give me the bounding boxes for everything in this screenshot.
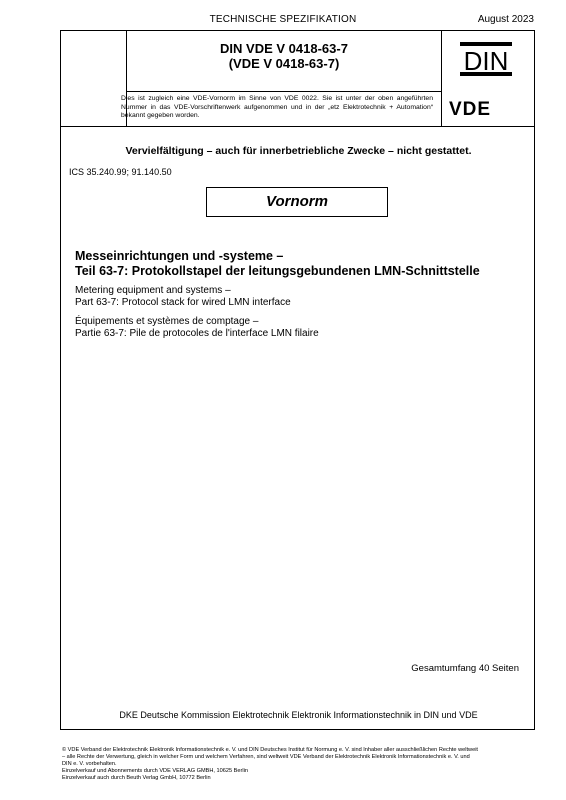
divider <box>61 126 534 127</box>
title-german <box>75 249 480 279</box>
footer-line: Einzelverkauf auch durch Beuth Verlag GmbH, 10772 Berlin <box>62 775 211 781</box>
footer-line: © VDE Verband der Elektrotechnik Elektronik Informationstechnik e. V. und DIN Deutsches Institut für Normung e. V. sind Inhaber aller ausschließlichen Rechte weltweit <box>62 747 478 753</box>
title-french-line: Équipements et systèmes de comptage – <box>75 316 259 327</box>
divider <box>441 31 442 126</box>
standard-alt-number: (VDE V 0418-63-7) <box>228 56 340 71</box>
title-french-line: Partie 63-7: Pile de protocoles de l'interface LMN filaire <box>75 328 319 339</box>
page-count: Gesamtumfang 40 Seiten <box>411 663 519 674</box>
document-type: TECHNISCHE SPEZIFIKATION <box>209 14 357 25</box>
standard-number-block <box>127 41 441 71</box>
footer-line: Einzelverkauf und Abonnements durch VDE VERLAG GMBH, 10625 Berlin <box>62 768 248 774</box>
standard-number: DIN VDE V 0418-63-7 <box>220 41 348 56</box>
title-english-line: Metering equipment and systems – <box>75 285 231 296</box>
title-french <box>75 316 319 340</box>
footer-line: DIN e. V. vorbehalten. <box>62 761 117 767</box>
reproduction-notice: Vervielfältigung – auch für innerbetriebliche Zwecke – nicht gestattet. <box>125 145 472 157</box>
title-english-line: Part 63-7: Protocol stack for wired LMN interface <box>75 297 291 308</box>
title-english <box>75 285 291 309</box>
publication-date: August 2023 <box>477 14 534 25</box>
vde-note: Dies ist zugleich eine VDE-Vornorm im Sinne von VDE 0022. Sie ist unter der oben angeführten Nummer in das VDE-Vorschriftenwerk aufgenommen und in der „etz Elektrotechnik + Automation“ bekannt gegeben worden. <box>121 95 433 119</box>
cover-frame <box>60 30 535 730</box>
footer-line: – alle Rechte der Verwertung, gleich in welcher Form und welchem Verfahren, sind weltweit VDE Verband der Elektrotechnik Elektronik Informationstechnik e. V. und <box>62 754 470 760</box>
din-logo-text: DIN <box>463 46 509 76</box>
divider <box>126 91 441 92</box>
vde-logo: VDE <box>449 99 492 120</box>
din-logo <box>456 39 516 79</box>
title-german-line: Teil 63-7: Protokollstapel der leitungsgebundenen LMN-Schnittstelle <box>75 264 480 278</box>
copyright-footer <box>62 747 532 782</box>
ics-code: ICS 35.240.99; 91.140.50 <box>69 167 172 177</box>
dke-line: DKE Deutsche Kommission Elektrotechnik Elektronik Informationstechnik in DIN und VDE <box>119 710 478 720</box>
status-box: Vornorm <box>206 187 388 217</box>
title-german-line: Messeinrichtungen und -systeme – <box>75 249 284 263</box>
